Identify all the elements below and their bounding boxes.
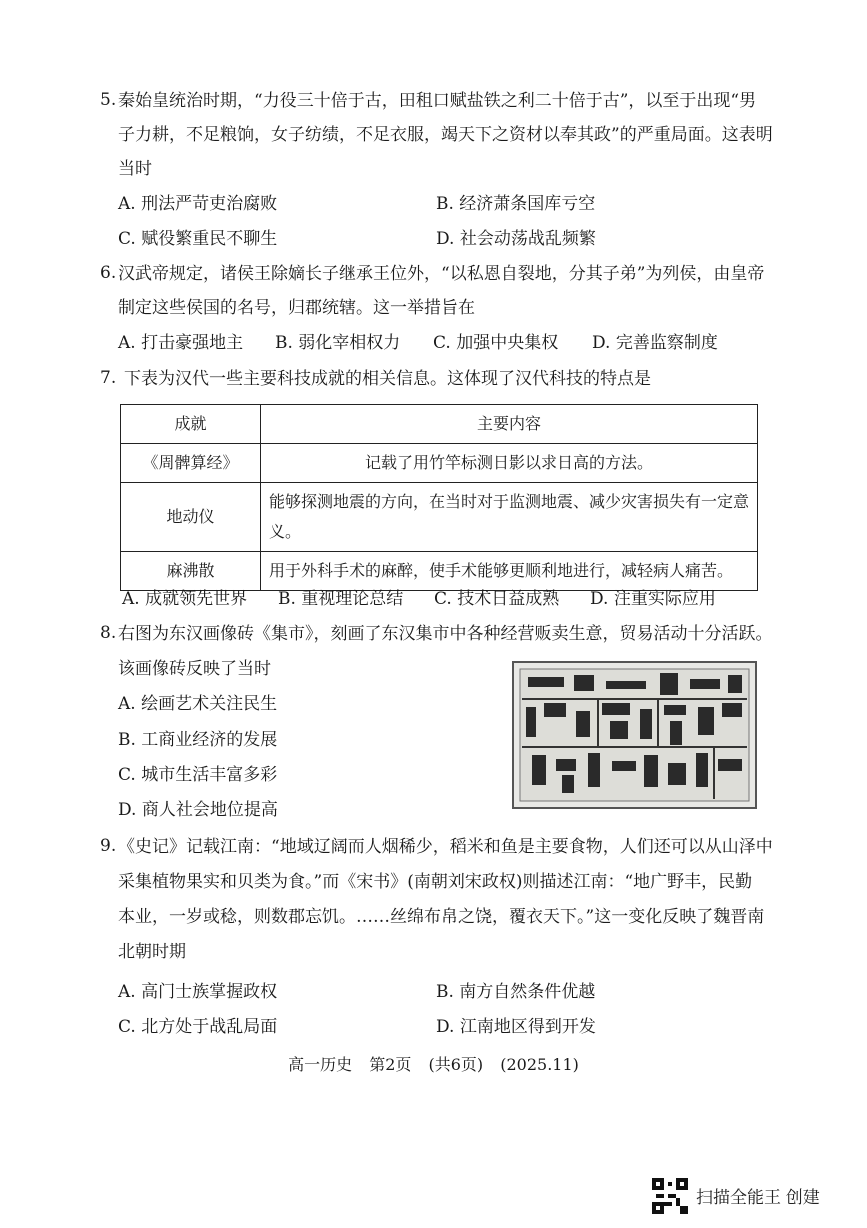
- q9-option-d: D. 江南地区得到开发: [436, 1017, 596, 1037]
- q7-option-a: A. 成就领先世界: [122, 589, 248, 609]
- q6-stem-line1: 汉武帝规定，诸侯王除嫡长子继承王位外，“以私恩自裂地，分其子弟”为列侯，由皇帝: [118, 264, 765, 284]
- market-brick-illustration: [514, 663, 755, 807]
- q7-option-c: C. 技术日益成熟: [434, 589, 560, 609]
- q5-option-d: D. 社会动荡战乱频繁: [436, 229, 596, 249]
- q5-option-c: C. 赋役繁重民不聊生: [118, 229, 278, 249]
- q9-option-b: B. 南方自然条件优越: [436, 982, 596, 1002]
- q7-number: 7.: [100, 368, 117, 388]
- table-cell-achievement: 地动仪: [121, 483, 261, 552]
- q7-option-b: B. 重视理论总结: [278, 589, 404, 609]
- q8-option-a: A. 绘画艺术关注民生: [118, 694, 278, 714]
- q8-option-d: D. 商人社会地位提高: [118, 800, 278, 820]
- market-brick-image: [512, 661, 757, 809]
- q9-stem-line4: 北朝时期: [118, 942, 186, 962]
- q6-stem-line2: 制定这些侯国的名号，归郡统辖。这一举措旨在: [118, 298, 475, 318]
- table-cell-content: 能够探测地震的方向，在当时对于监测地震、减少灾害损失有一定意义。: [261, 483, 758, 552]
- q7-stem-line1: 下表为汉代一些主要科技成就的相关信息。这体现了汉代科技的特点是: [124, 369, 651, 389]
- table-row: [121, 483, 758, 552]
- table-cell-achievement: 麻沸散: [121, 552, 261, 591]
- q9-option-a: A. 高门士族掌握政权: [118, 982, 278, 1002]
- q5-option-b: B. 经济萧条国库亏空: [436, 194, 596, 214]
- q6-number: 6.: [100, 263, 117, 283]
- table-cell-achievement: 《周髀算经》: [121, 444, 261, 483]
- q8-option-c: C. 城市生活丰富多彩: [118, 765, 278, 785]
- footer-subject: 高一历史: [288, 1055, 353, 1074]
- q9-stem-line2: 采集植物果实和贝类为食。”而《宋书》(南朝刘宋政权)则描述江南：“地广野丰，民勤: [118, 872, 753, 892]
- q8-option-b: B. 工商业经济的发展: [118, 730, 278, 750]
- footer-total: (共6页): [428, 1055, 484, 1074]
- tech-achievements-table: [120, 404, 758, 591]
- q9-number: 9.: [100, 836, 117, 856]
- page-footer: [0, 1052, 867, 1075]
- q6-option-d: D. 完善监察制度: [592, 333, 718, 353]
- q5-stem-line1: 秦始皇统治时期，“力役三十倍于古，田租口赋盐铁之利二十倍于古”，以至于出现“男: [118, 91, 757, 111]
- footer-date: (2025.11): [500, 1055, 579, 1074]
- table-header-achievement: 成就: [121, 405, 261, 444]
- qr-code-icon: [652, 1178, 688, 1214]
- q8-stem-line2: 该画像砖反映了当时: [118, 659, 271, 679]
- q6-option-c: C. 加强中央集权: [433, 333, 559, 353]
- q6-option-a: A. 打击豪强地主: [118, 333, 244, 353]
- scanner-watermark: 扫描全能王 创建: [696, 1188, 820, 1207]
- q5-stem-line2: 子力耕，不足粮饷，女子纺绩，不足衣服，竭天下之资材以奉其政”的严重局面。这表明: [118, 125, 773, 145]
- q8-stem-line1: 右图为东汉画像砖《集市》，刻画了东汉集市中各种经营贩卖生意，贸易活动十分活跃。: [118, 624, 773, 644]
- table-cell-content: 用于外科手术的麻醉，使手术能够更顺利地进行，减轻病人痛苦。: [261, 552, 758, 591]
- q6-option-b: B. 弱化宰相权力: [275, 333, 401, 353]
- table-row: [121, 444, 758, 483]
- q9-stem-line1: 《史记》记载江南：“地域辽阔而人烟稀少，稻米和鱼是主要食物，人们还可以从山泽中: [118, 837, 773, 857]
- table-header-content: 主要内容: [261, 405, 758, 444]
- q5-number: 5.: [100, 90, 117, 110]
- table-header-row: [121, 405, 758, 444]
- footer-page: 第2页: [369, 1055, 412, 1074]
- q8-number: 8.: [100, 623, 117, 643]
- q5-option-a: A. 刑法严苛吏治腐败: [118, 194, 278, 214]
- q9-option-c: C. 北方处于战乱局面: [118, 1017, 278, 1037]
- q7-option-d: D. 注重实际应用: [590, 589, 716, 609]
- table-cell-content: 记载了用竹竿标测日影以求日高的方法。: [261, 444, 758, 483]
- q5-stem-line3: 当时: [118, 159, 152, 179]
- q9-stem-line3: 本业，一岁或稔，则数郡忘饥。……丝绵布帛之饶，覆衣天下。”这一变化反映了魏晋南: [118, 907, 765, 927]
- table-row: [121, 552, 758, 591]
